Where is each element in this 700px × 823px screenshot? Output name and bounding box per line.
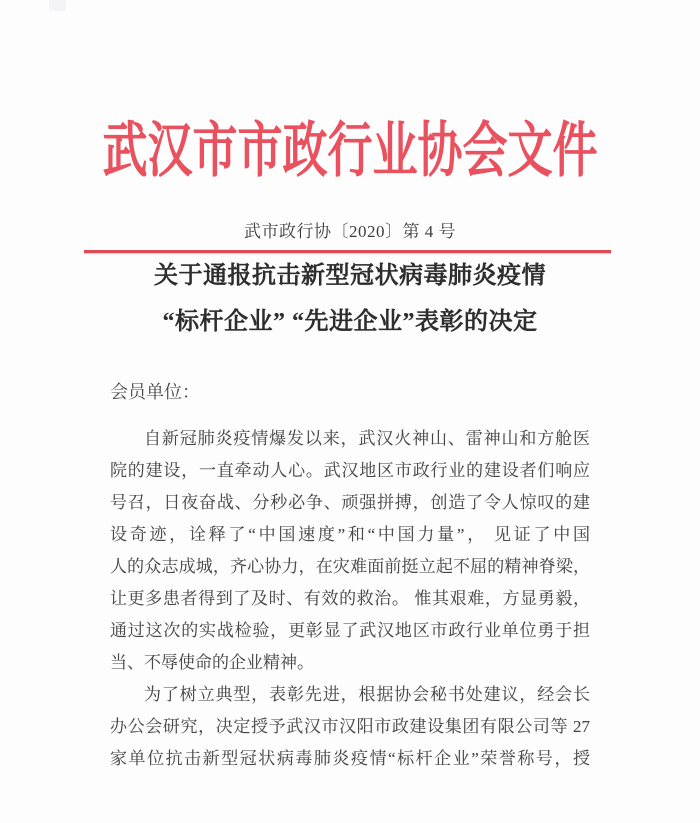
- body-line: 通过这次的实战检验，更彰显了武汉地区市政行业单位勇于担: [110, 621, 590, 640]
- body-line: 让更多患者得到了及时、有效的救治。 惟其艰难，方显勇毅，: [110, 589, 590, 608]
- salutation: 会员单位：: [110, 382, 200, 402]
- scan-artifact: [49, 0, 66, 11]
- body-line: 自新冠肺炎疫情爆发以来，武汉火神山、雷神山和方舱医: [144, 429, 590, 448]
- body-line: 院的建设，一直牵动人心。武汉地区市政行业的建设者们响应: [110, 461, 590, 480]
- doc-title-line-1: 关于通报抗击新型冠状病毒肺炎疫情: [154, 263, 546, 289]
- body-line: 人的众志成城，齐心协力，在灾难面前挺立起不屈的精神脊梁，: [110, 557, 590, 576]
- body-line: 设奇迹，诠释了“中国速度”和“中国力量”， 见证了中国: [110, 525, 590, 544]
- body-line: 为了树立典型，表彰先进，根据协会秘书处建议，经会长: [144, 685, 590, 704]
- body-line: 当、不辱使命的企业精神。: [110, 653, 314, 672]
- document-body: [110, 423, 590, 775]
- body-line: 办公会研究，决定授予武汉市汉阳市政建设集团有限公司等 27: [110, 717, 590, 736]
- body-line: 号召，日夜奋战、分秒必争、顽强拼搏，创造了令人惊叹的建: [110, 493, 590, 512]
- red-divider-line: [84, 250, 611, 253]
- doc-number: 武市政行协〔2020〕第 4 号: [244, 222, 456, 241]
- document-header-title: 武汉市市政行业协会文件: [102, 118, 598, 184]
- doc-title-line-2: “标杆企业” “先进企业”表彰的决定: [162, 309, 538, 335]
- body-line: 家单位抗击新型冠状病毒肺炎疫情“标杆企业”荣誉称号，授: [110, 749, 590, 768]
